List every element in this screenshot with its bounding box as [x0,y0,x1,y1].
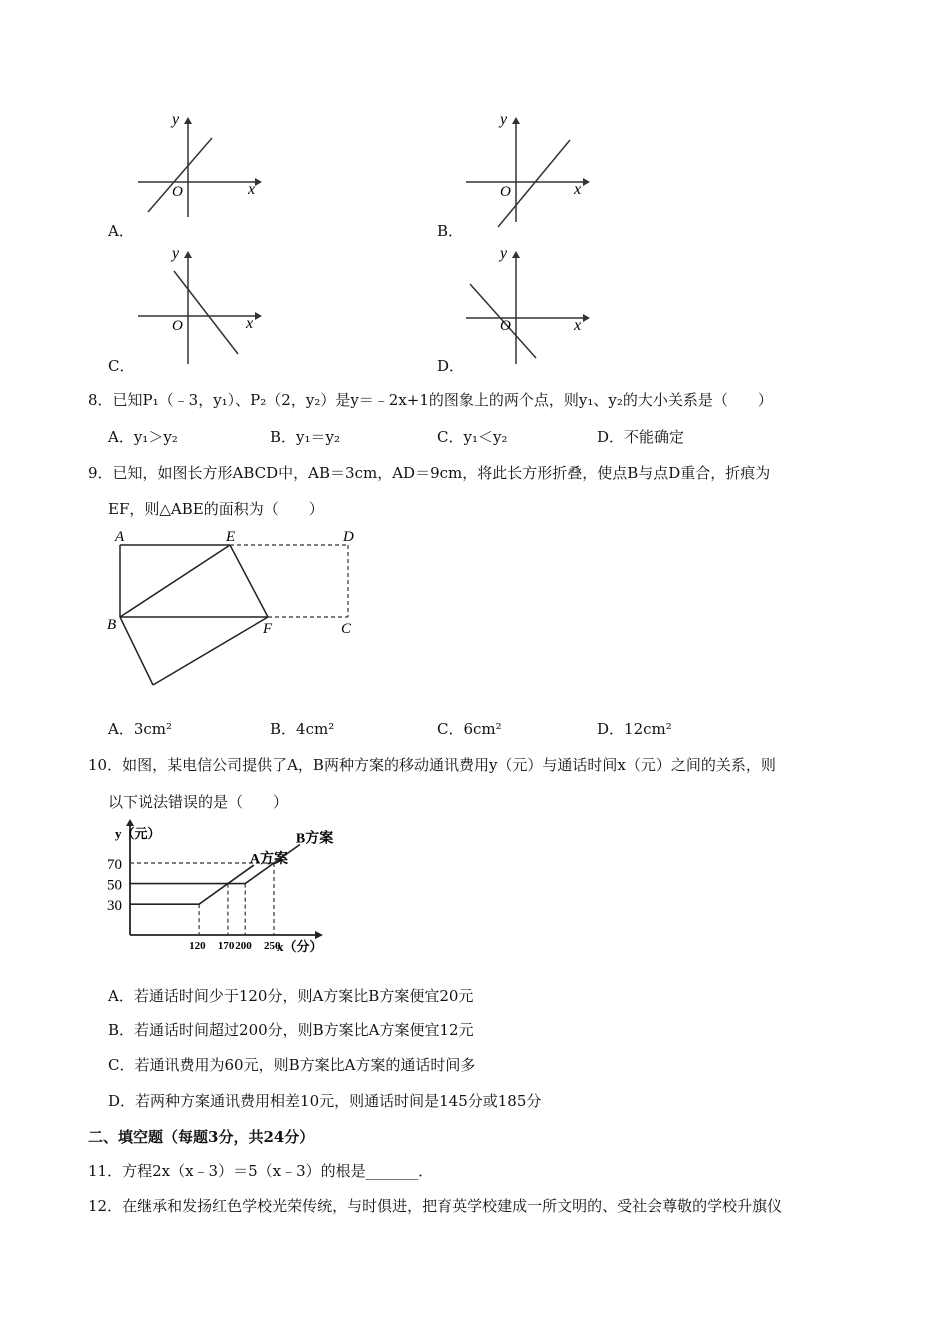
graph-b-y-label: y [500,111,508,128]
q9-figure [105,525,375,690]
graph-c-x-label: x [246,315,254,332]
q10-option-d: D．若两种方案通讯费用相差10元，则通话时间是145分或185分 [108,1092,542,1110]
q9-stem-line1: 9．已知，如图长方形ABCD中，AB＝3cm，AD＝9cm，将此长方形折叠，使点B与点D重合，折痕为 [88,464,771,482]
q8-option-d: D．不能确定 [597,428,685,446]
q12-stem: 12．在继承和发扬红色学校光荣传统，与时俱进，把育英学校建成一所文明的、受社会尊敬的学校升旗仪 [88,1197,783,1215]
chart-ylabel: y（元） [115,826,161,841]
chart-xtick-3: 250 [264,940,281,952]
q10-option-b: B．若通话时间超过200分，则B方案比A方案便宜12元 [108,1021,474,1039]
section2-heading: 二、填空题（每题3分，共24分） [88,1128,315,1146]
chart-xtick-2: 200 [235,940,252,952]
chart-xtick-0: 120 [189,940,206,952]
q10-option-a: A．若通话时间少于120分，则A方案比B方案便宜20元 [108,987,474,1005]
q9-label-e: E [226,529,236,545]
graph-d-label: D． [437,357,465,375]
q8-option-a: A．y₁＞y₂ [108,428,178,446]
q9-option-d: D．12cm² [597,720,672,738]
q9-stem-line2: EF，则△ABE的面积为（ ） [108,500,324,518]
chart-legend-1: B方案 [295,831,334,847]
q9-label-a: A [115,529,125,545]
q9-option-a: A．3cm² [108,720,173,738]
q8-stem: 8．已知P₁（﹣3，y₁）、P₂（2，y₂）是y＝﹣2x+1的图象上的两个点，则y₁、y₂的大小关系是（ ） [88,391,773,409]
q11-stem: 11．方程2x（x﹣3）＝5（x﹣3）的根是_______． [88,1162,434,1180]
q9-label-b: B [107,617,117,633]
graph-a-label: A． [108,222,134,240]
graph-b [458,112,598,222]
graph-c [130,246,270,366]
graph-a-y-label: y [172,111,180,128]
graph-c-origin-label: O [172,318,183,334]
graph-c-y-label: y [172,245,180,262]
chart-ytick-1: 50 [107,877,122,894]
q10-stem-line2: 以下说法错误的是（ ） [108,793,289,811]
graph-c-label: C． [108,357,135,375]
q9-label-c: C [341,621,352,637]
q9-label-f: F [263,621,273,637]
graph-d-x-label: x [574,317,582,334]
graph-c-line [174,271,238,354]
graph-b-origin-label: O [500,184,511,200]
chart-ytick-0: 30 [107,898,122,915]
q10-stem-line1: 10．如图，某电信公司提供了A，B两种方案的移动通讯费用y（元）与通话时间x（元）之间的关系，则 [88,756,776,774]
q8-option-c: C．y₁＜y₂ [437,428,508,446]
q9-option-c: C．6cm² [437,720,502,738]
chart-series-line-0 [130,865,254,904]
graph-a [130,112,270,222]
chart-xtick-1: 170 [217,940,235,952]
q9-label-d: D [343,529,354,545]
graph-a-line [148,138,212,212]
graph-a-origin-label: O [172,184,183,200]
graph-a-x-label: x [248,181,256,198]
graph-d-y-label: y [500,245,508,262]
q9-option-b: B．4cm² [270,720,335,738]
q10-chart [105,818,335,958]
chart-xlabel: x（分） [277,939,323,954]
graph-b-x-label: x [574,181,582,198]
graph-b-label: B． [437,222,464,240]
q10-option-c: C．若通讯费用为60元，则B方案比A方案的通话时间多 [108,1056,476,1074]
q8-option-b: B．y₁＝y₂ [270,428,340,446]
graph-d-origin-label: O [500,318,511,334]
chart-ytick-2: 70 [107,857,122,873]
chart-legend-0: A方案 [249,852,288,868]
graph-d [458,246,598,366]
